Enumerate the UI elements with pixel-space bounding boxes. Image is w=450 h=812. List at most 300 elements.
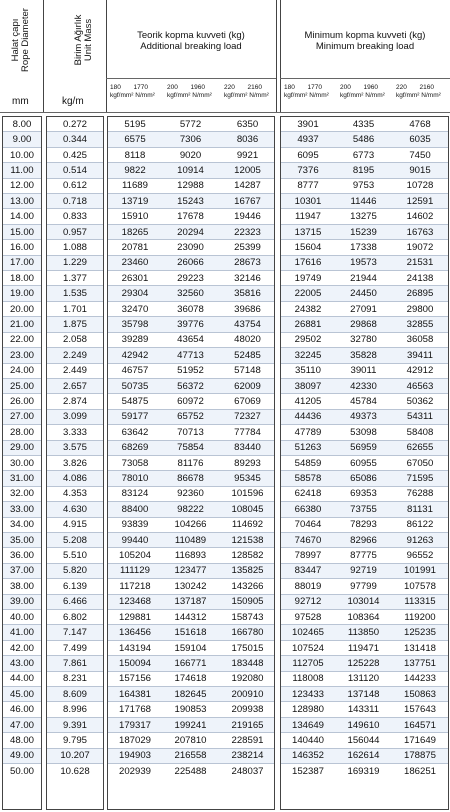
header-divider (43, 0, 44, 113)
diameter-cell: 41.00 (9, 627, 34, 639)
table-row (47, 718, 103, 733)
theoretical-load-cell: 39776 (177, 318, 204, 330)
diameter-cell: 9.00 (12, 134, 32, 146)
theoretical-load-cell: 73058 (121, 457, 149, 469)
table-row (281, 456, 448, 471)
diameter-cell: 29.00 (9, 442, 34, 454)
diameter-cell: 47.00 (9, 719, 34, 731)
grade-header: 220 2160 kgf/mm² N/mm² (396, 84, 441, 99)
table-row (3, 733, 41, 748)
theoretical-load-cell: 171768 (118, 704, 151, 716)
mass-cell: 0.833 (62, 211, 87, 223)
table-row (108, 672, 274, 687)
mass-cell: 1.377 (62, 272, 87, 284)
diameter-cell: 26.00 (9, 396, 34, 408)
diameter-cell: 16.00 (9, 241, 34, 253)
theoretical-load-cell: 190853 (174, 704, 207, 716)
theoretical-load-cell: 108045 (231, 503, 264, 515)
table-row (108, 595, 274, 610)
theoretical-load-cell: 26301 (121, 272, 149, 284)
table-row (3, 240, 41, 255)
table-row (3, 209, 41, 224)
minimum-load-cell: 87775 (350, 550, 377, 562)
table-row (281, 579, 448, 594)
table-row (47, 702, 103, 717)
mass-cell: 0.272 (62, 118, 87, 130)
mass-label-en: Unit Mass (83, 18, 94, 62)
mass-label: Birim Ağırlık (73, 14, 84, 66)
table-row (47, 271, 103, 286)
table-row (3, 471, 41, 486)
minimum-load-cell: 96552 (406, 550, 434, 562)
theoretical-load-cell: 88400 (121, 503, 149, 515)
theoretical-load-cell: 43654 (177, 334, 204, 346)
minimum-load-cell: 103014 (347, 596, 380, 608)
minimum-load-cell: 11446 (350, 195, 377, 207)
theoretical-load-cell: 77784 (234, 426, 261, 438)
table-row (47, 672, 103, 687)
mass-cell: 0.514 (62, 164, 87, 176)
theoretical-load-cell: 129881 (118, 611, 151, 623)
mass-cell: 5.208 (62, 534, 87, 546)
theoretical-load-cell: 36078 (177, 303, 204, 315)
theoretical-load-cell: 137187 (174, 596, 207, 608)
diameter-cell: 8.00 (12, 118, 32, 130)
minimum-load-cell: 56959 (350, 442, 377, 454)
minimum-load-cell: 169319 (347, 766, 380, 778)
minimum-load-cell: 16763 (406, 226, 434, 238)
breaking-load-table (0, 116, 450, 810)
table-row (3, 132, 41, 147)
table-row (281, 548, 448, 563)
mass-cell: 8.996 (62, 704, 87, 716)
table-row (47, 132, 103, 147)
table-row (3, 163, 41, 178)
diameter-cell: 24.00 (9, 365, 34, 377)
minimum-load-cell: 107578 (403, 580, 436, 592)
table-row (281, 394, 448, 409)
table-row (281, 317, 448, 332)
minimum-load-cell: 13275 (350, 211, 377, 223)
minimum-load-cell: 29502 (294, 334, 322, 346)
table-row (281, 117, 448, 132)
mass-cell: 10.207 (60, 750, 90, 762)
minimum-load-cell: 26895 (406, 288, 434, 300)
theoretical-load-cell: 216558 (174, 750, 207, 762)
theoretical-load-cell: 16767 (234, 195, 261, 207)
grade-header: 180 1770 kgf/mm² N/mm² (110, 84, 155, 99)
minimum-load-cell: 107524 (291, 642, 324, 654)
diameter-cell: 13.00 (9, 195, 34, 207)
table-row (281, 286, 448, 301)
table-row (281, 441, 448, 456)
table-row (108, 656, 274, 671)
minimum-load-cell: 11947 (295, 211, 321, 223)
theoretical-load-cell: 101596 (231, 488, 264, 500)
minimum-load-cell: 178875 (403, 750, 436, 762)
mass-cell: 9.391 (62, 719, 87, 731)
theoretical-load-cell: 32560 (177, 288, 204, 300)
theoretical-load-cell: 93839 (121, 519, 149, 531)
mass-cell: 6.139 (62, 580, 87, 592)
theoretical-load-cell: 104266 (174, 519, 207, 531)
theoretical-load-cell: 187029 (118, 734, 151, 746)
mass-cell: 10.628 (60, 766, 90, 778)
theoretical-load-cell: 15243 (177, 195, 204, 207)
mass-cell: 4.630 (62, 503, 87, 515)
table-row (47, 317, 103, 332)
table-row (108, 733, 274, 748)
theoretical-load-cell: 121538 (231, 534, 264, 546)
minimum-load-cell: 35110 (295, 365, 321, 377)
theoretical-load-cell: 158743 (231, 611, 264, 623)
mass-cell: 3.333 (62, 426, 87, 438)
table-row (47, 333, 103, 348)
diameter-cell: 50.00 (9, 766, 34, 778)
table-row (3, 502, 41, 517)
diameter-cell: 46.00 (9, 704, 34, 716)
table-row (281, 749, 448, 764)
theoretical-load-cell: 10914 (177, 164, 204, 176)
theoretical-load-cell: 192080 (231, 673, 264, 685)
table-row (108, 456, 274, 471)
minimum-load-cell: 39411 (407, 349, 433, 361)
theoretical-load-cell: 228591 (231, 734, 264, 746)
minimum-load-cell: 4335 (352, 118, 375, 130)
minimum-load-cell: 62655 (406, 442, 434, 454)
minimum-load-cell: 186251 (403, 766, 436, 778)
mass-cell: 3.826 (62, 457, 87, 469)
minimum-load-cell: 91263 (406, 534, 434, 546)
theoretical-load-cell: 29304 (121, 288, 149, 300)
minimum-load-cell: 156044 (347, 734, 380, 746)
minimum-load-cell: 81131 (407, 503, 433, 515)
table-row (108, 564, 274, 579)
diameter-column (2, 116, 42, 810)
minimum-load-cell: 76288 (406, 488, 434, 500)
mass-cell: 7.499 (62, 642, 87, 654)
minimum-load-cell: 6773 (352, 149, 375, 161)
table-row (47, 471, 103, 486)
table-row (108, 364, 274, 379)
diameter-cell: 11.00 (10, 164, 34, 176)
theoretical-load-cell: 151618 (174, 627, 207, 639)
table-row (108, 425, 274, 440)
theoretical-columns (107, 116, 275, 810)
minimum-load-cell: 10728 (406, 180, 434, 192)
table-row (108, 333, 274, 348)
minimum-load-cell: 171649 (403, 734, 436, 746)
mass-cell: 3.575 (62, 442, 87, 454)
table-row (47, 194, 103, 209)
theoretical-load-cell: 68269 (121, 442, 149, 454)
minimum-load-cell: 137751 (403, 657, 436, 669)
theoretical-load-cell: 166771 (174, 657, 207, 669)
mass-unit: kg/m (62, 96, 84, 107)
diameter-cell: 33.00 (9, 503, 34, 515)
theoretical-load-cell: 12988 (177, 180, 204, 192)
mass-cell: 2.058 (62, 334, 87, 346)
minimum-load-cell: 83447 (294, 565, 322, 577)
mass-cell: 8.609 (62, 688, 87, 700)
table-row (3, 364, 41, 379)
theoretical-load-cell: 70713 (177, 426, 204, 438)
theoretical-load-cell: 207810 (174, 734, 207, 746)
minimum-load-cell: 78997 (294, 550, 322, 562)
diameter-cell: 45.00 (9, 688, 34, 700)
minimum-load-cell: 21944 (350, 272, 377, 284)
theoretical-load-cell: 13719 (121, 195, 149, 207)
table-row (3, 333, 41, 348)
table-row (281, 333, 448, 348)
table-row (3, 518, 41, 533)
minimum-load-cell: 4768 (409, 118, 431, 130)
diameter-cell: 42.00 (9, 642, 34, 654)
theoretical-load-cell: 89293 (234, 457, 261, 469)
minimum-load-cell: 150863 (403, 688, 436, 700)
table-row (47, 256, 103, 271)
theoretical-load-cell: 219165 (231, 719, 264, 731)
theoretical-load-cell: 23090 (177, 241, 204, 253)
table-row (281, 533, 448, 548)
theoretical-load-cell: 65752 (177, 411, 204, 423)
diameter-cell: 27.00 (9, 411, 34, 423)
table-row (281, 687, 448, 702)
table-row (47, 625, 103, 640)
table-row (3, 256, 41, 271)
table-row (108, 132, 274, 147)
theoretical-load-cell: 95345 (234, 473, 261, 485)
minimum-load-cell: 51263 (294, 442, 322, 454)
table-row (47, 302, 103, 317)
theoretical-load-cell: 179317 (118, 719, 151, 731)
diameter-cell: 32.00 (9, 488, 34, 500)
minimum-title-block (280, 30, 450, 52)
table-row (108, 441, 274, 456)
table-row (108, 209, 274, 224)
minimum-load-cell: 5486 (352, 134, 375, 146)
minimum-load-cell: 45784 (350, 396, 377, 408)
table-row (281, 641, 448, 656)
minimum-load-cell: 9753 (352, 180, 375, 192)
table-row (3, 718, 41, 733)
minimum-load-cell: 137148 (347, 688, 380, 700)
mass-cell: 4.086 (62, 473, 87, 485)
minimum-load-cell: 12591 (406, 195, 434, 207)
theoretical-load-cell: 15910 (121, 211, 149, 223)
table-row (281, 625, 448, 640)
table-row (281, 425, 448, 440)
table-row (281, 256, 448, 271)
table-row (281, 364, 448, 379)
minimum-load-cell: 134649 (291, 719, 324, 731)
minimum-load-cell: 125228 (347, 657, 380, 669)
table-row (3, 179, 41, 194)
table-row (281, 471, 448, 486)
table-row (47, 456, 103, 471)
table-row (47, 441, 103, 456)
theoretical-load-cell: 159104 (174, 642, 207, 654)
theoretical-load-cell: 166780 (231, 627, 264, 639)
mass-cell: 0.425 (62, 149, 87, 161)
theoretical-load-cell: 35798 (121, 318, 149, 330)
minimum-load-cell: 92719 (350, 565, 377, 577)
diameter-cell: 48.00 (9, 734, 34, 746)
mass-cell: 7.861 (62, 657, 87, 669)
minimum-load-cell: 47789 (294, 426, 322, 438)
table-row (281, 410, 448, 425)
theoretical-load-cell: 144312 (174, 611, 207, 623)
theoretical-load-cell: 200910 (231, 688, 264, 700)
mass-cell: 8.231 (62, 673, 87, 685)
minimum-load-cell: 144233 (403, 673, 436, 685)
mass-cell: 2.449 (62, 365, 87, 377)
theoretical-title: Teorik kopma kuvveti (kg) (137, 30, 245, 41)
diameter-cell: 40.00 (9, 611, 34, 623)
table-row (281, 132, 448, 147)
minimum-load-cell: 92712 (294, 596, 322, 608)
diameter-cell: 36.00 (9, 550, 34, 562)
table-row (47, 117, 103, 132)
mass-cell: 0.718 (62, 195, 87, 207)
theoretical-load-cell: 128582 (231, 550, 264, 562)
table-row (3, 441, 41, 456)
diameter-cell: 35.00 (9, 534, 34, 546)
theoretical-load-cell: 9921 (236, 149, 259, 161)
minimum-load-cell: 29800 (406, 303, 434, 315)
table-row (47, 364, 103, 379)
mass-cell: 4.353 (62, 488, 87, 500)
table-row (47, 533, 103, 548)
mass-cell: 1.088 (62, 241, 87, 253)
minimum-load-cell: 14602 (406, 211, 434, 223)
table-row (281, 518, 448, 533)
minimum-load-cell: 39011 (350, 365, 377, 377)
minimum-load-cell: 22005 (294, 288, 322, 300)
minimum-load-cell: 42912 (406, 365, 434, 377)
table-row (108, 702, 274, 717)
table-row (108, 502, 274, 517)
theoretical-load-cell: 110489 (174, 534, 207, 546)
table-row (3, 194, 41, 209)
mass-cell: 6.802 (62, 611, 87, 623)
diameter-cell: 39.00 (9, 596, 34, 608)
table-row (47, 425, 103, 440)
table-row (281, 271, 448, 286)
minimum-load-cell: 27091 (350, 303, 377, 315)
minimum-load-cell: 19749 (294, 272, 322, 284)
minimum-load-cell: 71595 (406, 473, 434, 485)
mass-cell: 9.795 (62, 734, 87, 746)
theoretical-load-cell: 23460 (121, 257, 149, 269)
mass-cell: 2.657 (62, 380, 87, 392)
table-row (3, 625, 41, 640)
diameter-cell: 22.00 (9, 334, 34, 346)
minimum-load-cell: 17616 (294, 257, 322, 269)
table-row (47, 179, 103, 194)
theoretical-load-cell: 17678 (177, 211, 204, 223)
minimum-load-cell: 97799 (350, 580, 377, 592)
theoretical-load-cell: 43754 (234, 318, 261, 330)
theoretical-load-cell: 52485 (234, 349, 261, 361)
table-row (108, 687, 274, 702)
table-row (3, 764, 41, 779)
minimum-load-cell: 78293 (350, 519, 377, 531)
mass-cell: 1.229 (62, 257, 87, 269)
mass-cell: 0.957 (62, 226, 87, 238)
group-underline (106, 78, 276, 79)
theoretical-load-cell: 8036 (236, 134, 259, 146)
theoretical-load-cell: 164381 (118, 688, 151, 700)
minimum-load-cell: 41205 (294, 396, 322, 408)
minimum-load-cell: 54859 (294, 457, 322, 469)
table-row (3, 410, 41, 425)
minimum-load-cell: 113315 (404, 596, 436, 608)
minimum-load-cell: 13715 (294, 226, 322, 238)
table-row (108, 225, 274, 240)
diameter-label: Halat çapı (10, 18, 21, 62)
table-row (108, 148, 274, 163)
theoretical-load-cell: 78010 (121, 473, 149, 485)
theoretical-load-cell: 6575 (124, 134, 146, 146)
theoretical-load-cell: 99440 (121, 534, 149, 546)
theoretical-load-cell: 130242 (174, 580, 207, 592)
minimum-load-cell: 58578 (294, 473, 322, 485)
diameter-cell: 14.00 (9, 211, 34, 223)
theoretical-load-cell: 22323 (234, 226, 261, 238)
minimum-load-cell: 8195 (352, 164, 375, 176)
minimum-load-cell: 128980 (291, 704, 324, 716)
table-row (3, 533, 41, 548)
minimum-load-cell: 162614 (347, 750, 380, 762)
table-row (281, 148, 448, 163)
theoretical-load-cell: 209938 (231, 704, 264, 716)
table-row (47, 764, 103, 779)
minimum-load-cell: 24450 (350, 288, 377, 300)
table-row (281, 179, 448, 194)
minimum-load-cell: 66380 (294, 503, 322, 515)
table-row (47, 379, 103, 394)
table-row (3, 117, 41, 132)
table-row (108, 718, 274, 733)
table-row (47, 518, 103, 533)
table-row (108, 379, 274, 394)
theoretical-load-cell: 14287 (234, 180, 261, 192)
minimum-load-cell: 53098 (350, 426, 377, 438)
minimum-load-cell: 9015 (409, 164, 431, 176)
table-row (281, 733, 448, 748)
table-row (47, 410, 103, 425)
diameter-cell: 34.00 (9, 519, 34, 531)
theoretical-load-cell: 116893 (174, 550, 207, 562)
table-row (47, 240, 103, 255)
theoretical-load-cell: 39289 (121, 334, 149, 346)
theoretical-load-cell: 157156 (118, 673, 151, 685)
theoretical-load-cell: 143266 (231, 580, 264, 592)
diameter-cell: 17.00 (9, 257, 34, 269)
diameter-cell: 20.00 (9, 303, 34, 315)
theoretical-load-cell: 18265 (121, 226, 149, 238)
mass-cell: 5.510 (62, 550, 87, 562)
diameter-label-en: Rope Diameter (20, 8, 31, 72)
diameter-cell: 19.00 (9, 288, 34, 300)
minimum-load-cell: 70464 (294, 519, 322, 531)
table-row (281, 564, 448, 579)
theoretical-load-cell: 117218 (119, 580, 151, 592)
table-row (281, 672, 448, 687)
grade-header: 200 1960 kgf/mm² N/mm² (340, 84, 385, 99)
theoretical-load-cell: 7306 (179, 134, 202, 146)
